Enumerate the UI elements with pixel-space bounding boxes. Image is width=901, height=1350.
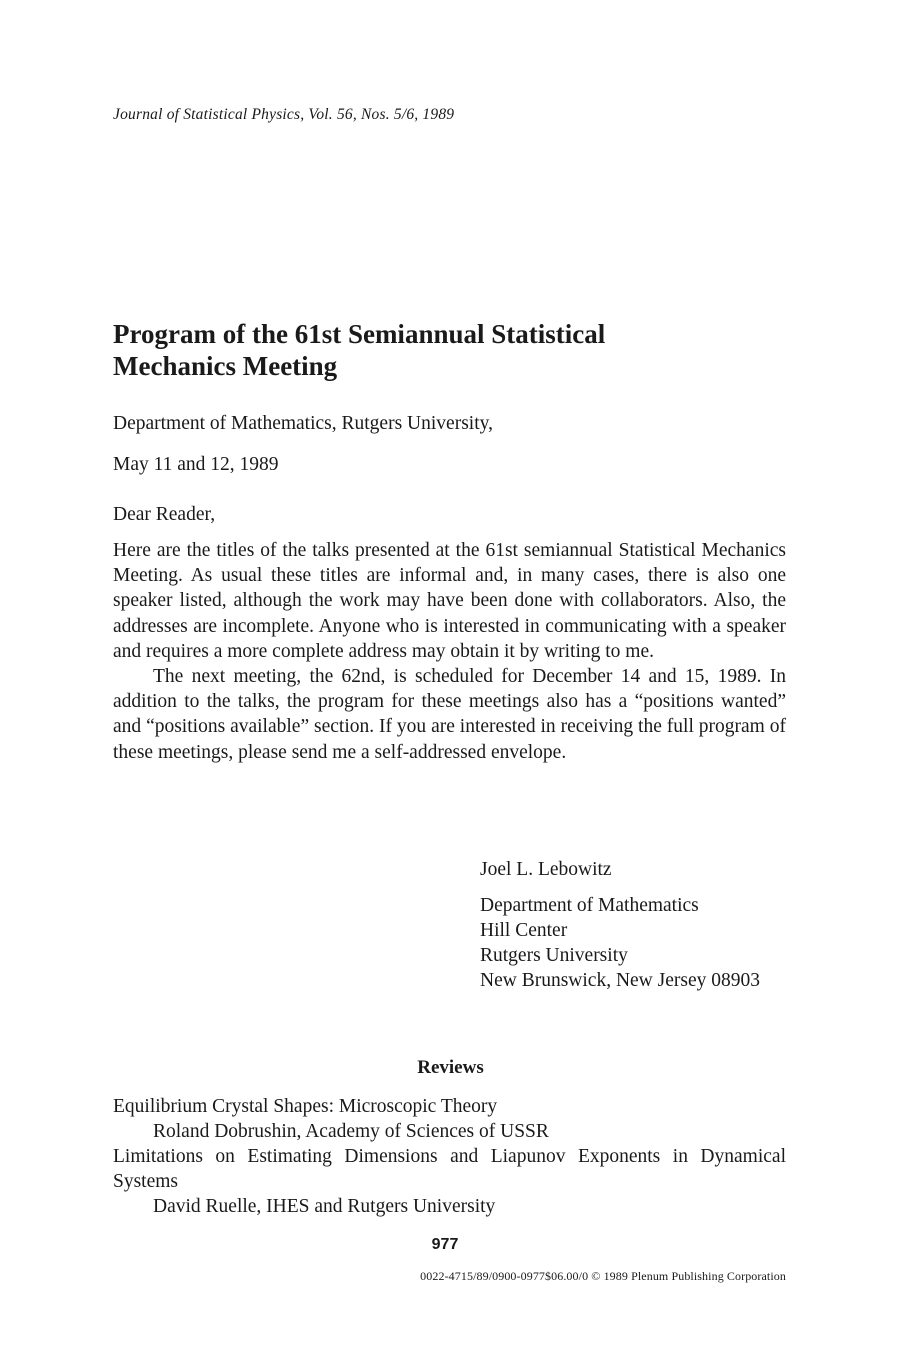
reviews-list [113, 1094, 786, 1219]
review-title: Equilibrium Crystal Shapes: Microscopic Theory [113, 1096, 498, 1117]
signature-name: Joel L. Lebowitz [480, 859, 612, 880]
address-line-3: Rutgers University [480, 945, 628, 966]
paragraph-1: Here are the titles of the talks presented at the 61st semiannual Statistical Mechanics Meeting. As usual these titles are informal and, in many cases, there is also one speaker listed, although the work may have been done with collaborators. Also, the addresses are incomplete. Anyone who is interested in communicating with a speaker and requires a more complete address may obtain it by writing to me. [113, 540, 786, 662]
review-speaker: Roland Dobrushin, Academy of Sciences of USSR [153, 1121, 549, 1142]
running-head: Journal of Statistical Physics, Vol. 56, Nos. 5/6, 1989 [113, 106, 455, 123]
address-line-4: New Brunswick, New Jersey 08903 [480, 970, 760, 991]
page-number: 977 [431, 1236, 459, 1253]
review-item [113, 1094, 786, 1144]
letter-body [113, 538, 786, 765]
review-item [113, 1144, 786, 1219]
address-line-2: Hill Center [480, 920, 568, 941]
address-line-1: Department of Mathematics [480, 895, 699, 916]
title-line-2: Mechanics Meeting [113, 351, 338, 381]
salutation: Dear Reader, [113, 504, 216, 525]
title-line-1: Program of the 61st Semiannual Statistical [113, 319, 606, 349]
review-speaker: David Ruelle, IHES and Rutgers University [153, 1196, 496, 1217]
review-title: Limitations on Estimating Dimensions and Liapunov Exponents in Dynamical Systems [113, 1146, 786, 1192]
article-title [113, 318, 793, 382]
copyright-line: 0022-4715/89/0900-0977$06.00/0 © 1989 Plenum Publishing Corporation [420, 1269, 786, 1283]
paragraph-2: The next meeting, the 62nd, is scheduled for December 14 and 15, 1989. In addition to the talks, the program for these meetings also has a “positions wanted” and “positions available” section. If you are interested in receiving the full program of these meetings, please send me a self-addressed envelope. [113, 666, 786, 763]
meeting-location: Department of Mathematics, Rutgers University, [113, 413, 493, 434]
meeting-dates: May 11 and 12, 1989 [113, 454, 279, 475]
section-heading-reviews: Reviews [417, 1057, 484, 1078]
signature-block [480, 857, 760, 993]
